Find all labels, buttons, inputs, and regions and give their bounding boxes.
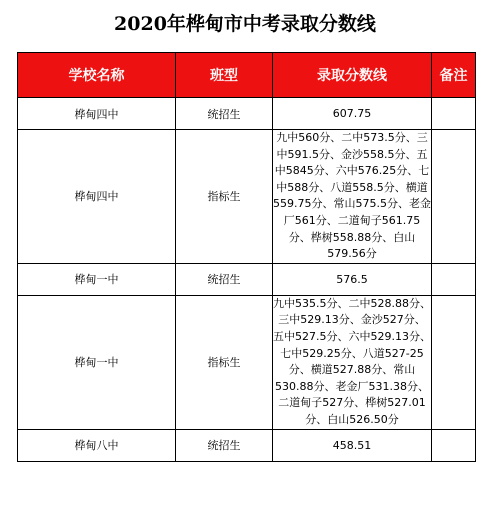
table-row: [18, 295, 476, 429]
table-row: [18, 429, 476, 461]
cell-school: 桦甸一中: [18, 263, 176, 295]
cell-note: [432, 429, 476, 461]
cell-class-type: 指标生: [176, 295, 273, 429]
header-note: 备注: [432, 53, 476, 98]
table-row: [18, 130, 476, 264]
cell-score: 九中535.5分、二中528.88分、三中529.13分、金沙527分、五中527.5分、六中529.13分、七中529.25分、八道527-25分、横道527.88分、常山530.88分、老金厂531.38分、二道甸子527分、桦树527.01分、白山526.50分: [273, 295, 432, 429]
cell-note: [432, 295, 476, 429]
table-header-row: [18, 53, 476, 98]
cell-score: 九中560分、二中573.5分、三中591.5分、金沙558.5分、五中5845分、六中576.25分、七中588分、八道558.5分、横道559.75分、常山575.5分、老金厂561分、二道甸子561.75分、桦树558.88分、白山579.56分: [273, 130, 432, 264]
score-table: [17, 52, 476, 462]
cell-class-type: 统招生: [176, 263, 273, 295]
table-row: [18, 263, 476, 295]
header-school: 学校名称: [18, 53, 176, 98]
page-title: 2020年桦甸市中考录取分数线: [114, 13, 376, 35]
cell-class-type: 统招生: [176, 98, 273, 130]
cell-school: 桦甸四中: [18, 130, 176, 264]
cell-school: 桦甸四中: [18, 98, 176, 130]
table-row: [18, 98, 476, 130]
cell-note: [432, 130, 476, 264]
header-class-type: 班型: [176, 53, 273, 98]
cell-note: [432, 263, 476, 295]
cell-score: 458.51: [273, 429, 432, 461]
cell-score: 607.75: [273, 98, 432, 130]
cell-school: 桦甸一中: [18, 295, 176, 429]
header-score: 录取分数线: [273, 53, 432, 98]
cell-class-type: 统招生: [176, 429, 273, 461]
cell-score: 576.5: [273, 263, 432, 295]
cell-class-type: 指标生: [176, 130, 273, 264]
cell-note: [432, 98, 476, 130]
cell-school: 桦甸八中: [18, 429, 176, 461]
